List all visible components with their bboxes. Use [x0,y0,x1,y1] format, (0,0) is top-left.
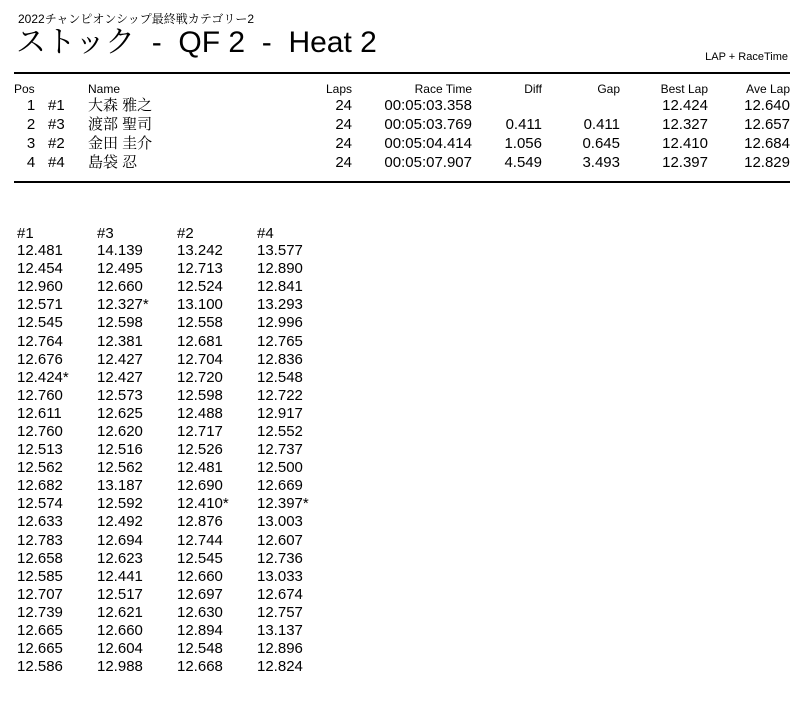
lap-time-cell: 12.526 [177,441,223,459]
lap-time-cell: 12.585 [17,567,63,585]
gap-header: Gap [597,82,620,96]
lap-time-cell: 12.660 [177,567,223,585]
lap-time-cell: 12.620 [97,422,143,440]
results-table [14,82,790,172]
lap-time-cell: 12.783 [17,531,63,549]
lap-row [17,459,337,477]
lap-row [17,441,337,459]
lap-time-cell: 12.598 [97,314,143,332]
lap-column-header: #4 [257,225,274,242]
lap-row [17,242,337,260]
lap-time-cell: 12.492 [97,513,143,531]
result-gap: 0.411 [583,116,620,133]
result-ave-lap: 12.829 [744,154,790,171]
result-best-lap: 12.424 [662,97,708,114]
lap-time-cell: 13.137 [257,622,303,640]
lap-time-cell: 12.824 [257,658,303,676]
lap-time-cell: 12.573 [97,386,143,404]
lap-time-cell: 12.737 [257,441,303,459]
lap-time-cell: 12.410* [177,495,229,513]
lap-time-cell: 12.736 [257,549,303,567]
lap-time-cell: 12.917 [257,404,303,422]
result-ave-lap: 12.657 [744,116,790,133]
lap-time-cell: 12.381 [97,332,143,350]
lap-time-cell: 12.586 [17,658,63,676]
lap-column-header: #1 [17,225,34,242]
lap-time-cell: 12.327* [97,296,149,314]
lap-time-cell: 12.996 [257,314,303,332]
lap-time-cell: 12.571 [17,296,63,314]
result-diff [472,96,542,115]
result-laps: 24 [335,116,352,133]
lap-time-cell: 12.558 [177,314,223,332]
lap-row [17,477,337,495]
lap-time-cell: 12.764 [17,332,63,350]
lap-times-table [17,225,337,676]
lap-time-cell: 13.100 [177,296,223,314]
result-race-time: 00:05:04.414 [384,135,472,152]
lap-time-cell: 12.765 [257,332,303,350]
lap-time-cell: 12.894 [177,622,223,640]
lap-time-cell: 12.760 [17,386,63,404]
lap-row [17,495,337,513]
result-pos: 1 [26,97,36,114]
lap-time-cell: 13.003 [257,513,303,531]
lap-time-cell: 12.690 [177,477,223,495]
lap-row [17,314,337,332]
result-driver-name: 金田 圭介 [88,135,153,152]
lap-time-cell: 12.697 [177,585,223,603]
lap-time-cell: 14.139 [97,242,143,260]
lap-time-cell: 12.623 [97,549,143,567]
lap-time-cell: 12.630 [177,603,223,621]
lap-time-cell: 12.524 [177,278,223,296]
lap-time-cell: 12.633 [17,513,63,531]
result-laps: 24 [335,135,352,152]
lap-time-cell: 12.876 [177,513,223,531]
lap-row [17,658,337,676]
result-gap: 0.645 [582,135,620,152]
result-driver-name: 渡部 聖司 [88,116,153,133]
lap-column-header: #2 [177,225,194,242]
lap-time-cell: 12.562 [17,459,63,477]
lap-time-cell: 12.841 [257,278,303,296]
result-diff: 0.411 [505,116,542,133]
lap-time-cell: 12.500 [257,459,303,477]
lap-time-cell: 12.660 [97,622,143,640]
diff-header: Diff [524,82,542,96]
lap-row [17,405,337,423]
lap-time-cell: 12.760 [17,422,63,440]
lap-time-cell: 12.681 [177,332,223,350]
lap-time-cell: 12.669 [257,477,303,495]
lap-row [17,351,337,369]
lap-time-cell: 12.481 [177,459,223,477]
lap-row [17,423,337,441]
lap-time-cell: 12.665 [17,640,63,658]
lap-time-cell: 12.517 [97,585,143,603]
lap-row [17,568,337,586]
lap-time-cell: 12.427 [97,350,143,368]
result-driver-name: 大森 雅之 [88,97,153,114]
lap-time-cell: 12.717 [177,422,223,440]
lap-time-cell: 12.665 [17,622,63,640]
lap-time-cell: 12.574 [17,495,63,513]
lap-time-cell: 13.242 [177,242,223,260]
lap-row [17,387,337,405]
number-header [48,82,88,96]
lap-time-cell: 12.481 [17,242,63,260]
lap-time-cell: 13.033 [257,567,303,585]
result-row [14,115,790,134]
lap-row [17,622,337,640]
lap-time-cell: 12.611 [17,404,62,422]
result-pos: 2 [26,116,36,133]
lap-row [17,513,337,531]
lap-time-cell: 12.674 [257,585,303,603]
best-lap-header: Best Lap [660,82,708,96]
lap-time-cell: 12.988 [97,658,143,676]
result-pos: 4 [26,154,36,171]
result-gap: 3.493 [582,154,620,171]
lap-time-cell: 12.722 [257,386,303,404]
page-title: ストック - QF 2 - Heat 2 [16,26,377,59]
result-diff: 1.056 [504,135,542,152]
lap-time-cell: 12.592 [97,495,143,513]
result-laps: 24 [335,154,352,171]
lap-time-cell: 12.890 [257,260,303,278]
lap-time-cell: 12.658 [17,549,63,567]
result-race-time: 00:05:07.907 [384,154,472,171]
lap-time-cell: 12.694 [97,531,143,549]
lap-time-cell: 12.836 [257,350,303,368]
lap-row [17,369,337,387]
result-race-time: 00:05:03.769 [384,116,472,133]
lap-time-cell: 12.397* [257,495,309,513]
lap-row [17,532,337,550]
lap-time-cell: 12.516 [97,441,143,459]
pos-header: Pos [14,82,35,96]
result-best-lap: 12.327 [662,116,708,133]
lap-time-cell: 12.720 [177,368,223,386]
lap-time-cell: 12.552 [257,422,303,440]
lap-time-cell: 12.668 [177,658,223,676]
result-ave-lap: 12.684 [744,135,790,152]
lap-row [17,604,337,622]
lap-row [17,586,337,604]
lap-time-cell: 12.545 [17,314,63,332]
lap-row [17,296,337,314]
result-gap [542,96,620,115]
lap-time-cell: 12.427 [97,368,143,386]
lap-row [17,550,337,568]
results-top-rule [14,72,790,74]
result-pos: 3 [26,135,36,152]
lap-time-cell: 12.660 [97,278,143,296]
lap-row [17,278,337,296]
result-row [14,153,790,172]
result-driver-name: 島袋 忍 [88,154,138,171]
event-subtitle: 2022チャンピオンシップ最終戦カテゴリー2 [18,12,254,26]
result-number: #3 [48,116,65,133]
race-time-header: Race Time [414,82,472,96]
lap-times-header-row [17,225,337,242]
result-row [14,96,790,115]
lap-time-cell: 12.739 [17,603,63,621]
result-best-lap: 12.397 [662,154,708,171]
lap-time-cell: 12.548 [257,368,303,386]
lap-time-cell: 12.625 [97,404,143,422]
lap-time-cell: 12.545 [177,549,223,567]
lap-time-cell: 12.960 [17,278,63,296]
lap-time-cell: 12.548 [177,640,223,658]
ave-lap-header: Ave Lap [746,82,790,96]
lap-time-cell: 12.454 [17,260,63,278]
results-header-row [14,82,790,96]
result-number: #4 [48,154,65,171]
name-header: Name [88,82,121,96]
lap-time-cell: 12.621 [97,603,143,621]
lap-time-cell: 12.682 [17,477,63,495]
result-diff: 4.549 [504,154,542,171]
result-best-lap: 12.410 [662,135,708,152]
laps-header: Laps [325,82,352,96]
result-race-time: 00:05:03.358 [384,97,472,114]
lap-time-cell: 12.676 [17,350,63,368]
lap-time-cell: 12.744 [177,531,223,549]
lap-time-cell: 12.704 [177,350,223,368]
lap-time-cell: 13.293 [257,296,303,314]
lap-row [17,640,337,658]
result-laps: 24 [335,97,352,114]
result-ave-lap: 12.640 [744,97,790,114]
lap-time-cell: 12.495 [97,260,143,278]
lap-time-cell: 12.757 [257,603,303,621]
result-number: #2 [48,135,65,152]
lap-time-cell: 12.424* [17,368,69,386]
lap-time-cell: 12.562 [97,459,143,477]
lap-time-cell: 13.577 [257,242,303,260]
lap-time-cell: 12.707 [17,585,63,603]
result-number: #1 [48,97,65,114]
lap-time-cell: 12.604 [97,640,143,658]
lap-times-body [17,242,337,676]
lap-time-cell: 12.607 [257,531,303,549]
lap-row [17,332,337,350]
lap-time-cell: 12.598 [177,386,223,404]
lap-time-cell: 12.441 [97,567,143,585]
lap-column-header: #3 [97,225,114,242]
results-bottom-rule [14,181,790,183]
result-row [14,134,790,153]
lap-racetime-label: LAP + RaceTime [705,51,788,63]
lap-time-cell: 13.187 [97,477,143,495]
lap-time-cell: 12.488 [177,404,223,422]
lap-time-cell: 12.896 [257,640,303,658]
lap-time-cell: 12.713 [177,260,223,278]
lap-row [17,260,337,278]
lap-time-cell: 12.513 [17,441,63,459]
